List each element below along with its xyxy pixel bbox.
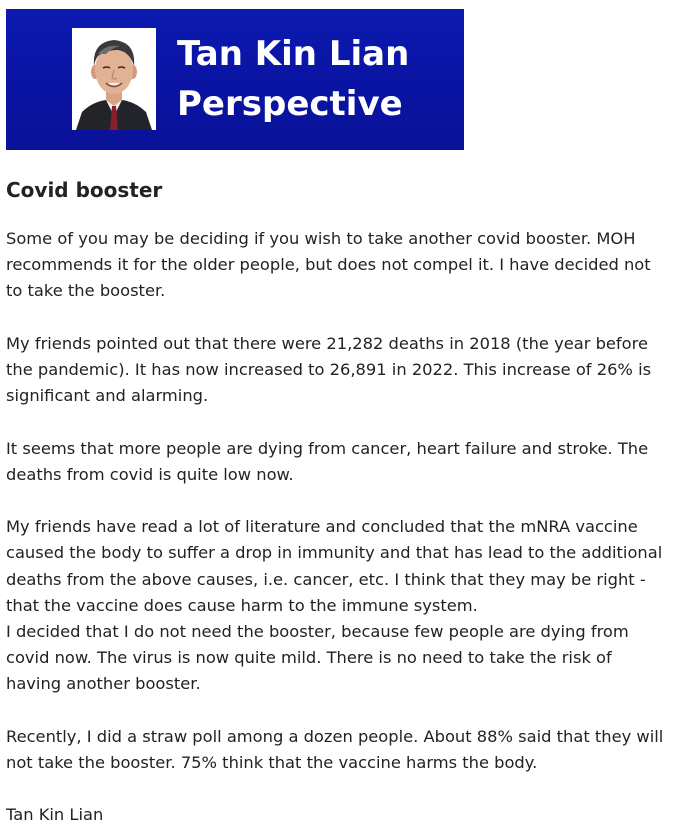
paragraph-line: to take the booster. [6, 281, 166, 301]
paragraph-line: deaths from covid is quite low now. [6, 464, 294, 484]
paragraph-line: My friends have read a lot of literature and concluded that the mNRA vaccine [6, 517, 638, 537]
paragraph-line: the pandemic). It has now increased to 26,891 in 2022. This increase of 26% is [6, 360, 652, 379]
banner-title [177, 29, 409, 129]
banner-title-line-1: Tan Kin Lian [177, 34, 410, 74]
banner-title-line-2: Perspective [177, 84, 403, 124]
paragraph-line: Some of you may be deciding if you wish to take another covid booster. MOH [6, 229, 636, 248]
paragraph-1 [6, 226, 696, 305]
paragraph-line: significant and alarming. [6, 386, 209, 406]
paragraph-4 [6, 514, 696, 619]
paragraph-line: deaths from the above causes, i.e. cancer, etc. I think that they may be right - [6, 569, 646, 589]
signature [6, 802, 696, 828]
paragraph-line: that the vaccine does cause harm to the immune system. [6, 595, 478, 615]
paragraph-line: recommends it for the older people, but does not compel it. I have decided not [6, 255, 651, 275]
paragraph-line: not take the booster. 75% think that the vaccine harms the body. [6, 753, 538, 772]
paragraph-line: covid now. The virus is now quite mild. There is no need to take the risk of [6, 648, 612, 668]
paragraph-line: having another booster. [6, 674, 201, 694]
paragraph-3 [6, 436, 696, 488]
post-title: Covid booster [6, 178, 163, 202]
paragraph-5 [6, 619, 696, 698]
header-banner [6, 9, 464, 150]
paragraph-6 [6, 724, 696, 776]
paragraph-line: caused the body to suffer a drop in immunity and that has lead to the additional [6, 543, 663, 563]
paragraph-line: I decided that I do not need the booster, because few people are dying from [6, 622, 629, 641]
author-portrait [72, 28, 156, 130]
paragraph-line: My friends pointed out that there were 21,282 deaths in 2018 (the year before [6, 333, 648, 353]
paragraph-2 [6, 331, 696, 410]
signature-text: Tan Kin Lian [6, 805, 104, 825]
paragraph-line: It seems that more people are dying from cancer, heart failure and stroke. The [6, 438, 649, 458]
paragraph-line: Recently, I did a straw poll among a dozen people. About 88% said that they will [6, 726, 664, 746]
article-body [6, 226, 696, 829]
